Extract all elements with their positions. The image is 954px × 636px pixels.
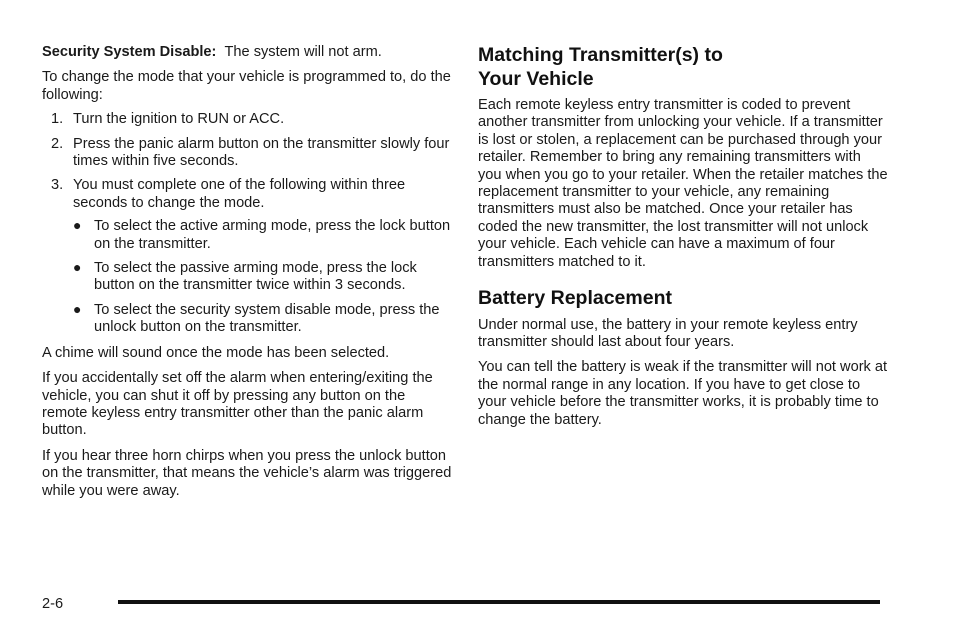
matching-heading-line1: Matching Transmitter(s) to <box>478 44 723 66</box>
chime-paragraph: A chime will sound once the mode has been selected. <box>42 344 390 361</box>
horn-chirps-paragraph: If you hear three horn chirps when you press the unlock button on the transmitter, that means the vehicle’s alarm was triggered while you were away. <box>42 447 452 499</box>
step-number: 2. <box>51 135 64 152</box>
battery-life-paragraph: Under normal use, the battery in your remote keyless entry transmitter should last about four years. <box>478 316 858 350</box>
alarm-off-paragraph: If you accidentally set off the alarm when entering/exiting the vehicle, you can shut it off by pressing any button on the remote keyless entry transmitter other than the panic alarm button. <box>42 370 433 439</box>
mode-steps-list <box>42 111 452 336</box>
matching-heading <box>478 44 888 91</box>
mode-intro-paragraph: To change the mode that your vehicle is programmed to, do the following: <box>42 69 451 103</box>
mode-options-list <box>73 218 452 336</box>
bullet-text: To select the security system disable mode, press the unlock button on the transmitter. <box>94 301 440 336</box>
security-disable-lead: Security System Disable: <box>42 44 217 60</box>
step-text: Press the panic alarm button on the transmitter slowly four times within five seconds. <box>73 135 450 170</box>
page-number: 2-6 <box>42 596 64 612</box>
bullet-text: To select the passive arming mode, press the lock button on the transmitter twice within 3 seconds. <box>94 260 417 294</box>
step-number: 1. <box>51 111 64 128</box>
battery-heading: Battery Replacement <box>478 287 672 310</box>
matching-paragraph: Each remote keyless entry transmitter is coded to prevent another transmitter from unlocking your vehicle. If a transmitter is lost or stolen, a replacement can be purchased through your retailer. Remember to bring any remaining transmitters with you when you go to your retailer. When the retailer matches the replacement transmitter to your vehicle, any remaining transmitters must also be matched. Once your retailer has coded the new transmitter, the lost transmitter will not unlock your vehicle. Each vehicle can have a maximum of four transmitters matched to it. <box>478 97 888 270</box>
step-text: Turn the ignition to RUN or ACC. <box>73 111 285 128</box>
step-item <box>42 136 452 171</box>
bullet-icon: ● <box>73 300 82 317</box>
bullet-text: To select the active arming mode, press the lock button on the transmitter. <box>94 218 451 252</box>
bullet-item <box>73 218 452 253</box>
battery-weak-paragraph: You can tell the battery is weak if the transmitter will not work at the normal range in any location. If you have to get close to your vehicle before the transmitter works, it is probably time to change the battery. <box>478 359 888 428</box>
bullet-icon: ● <box>73 217 82 234</box>
matching-heading-line2: Your Vehicle <box>478 67 594 90</box>
security-disable-text: The system will not arm. <box>224 44 382 60</box>
bullet-item <box>73 260 452 295</box>
bullet-icon: ● <box>73 259 82 276</box>
step-item <box>42 111 452 128</box>
step-text: You must complete one of the following within three seconds to change the mode. <box>73 177 406 211</box>
step-item <box>42 177 452 336</box>
bullet-item <box>73 302 452 337</box>
step-number: 3. <box>51 177 64 194</box>
left-column <box>42 44 452 500</box>
footer-rule <box>118 600 880 604</box>
security-disable-paragraph <box>42 44 452 61</box>
right-column <box>478 44 888 429</box>
